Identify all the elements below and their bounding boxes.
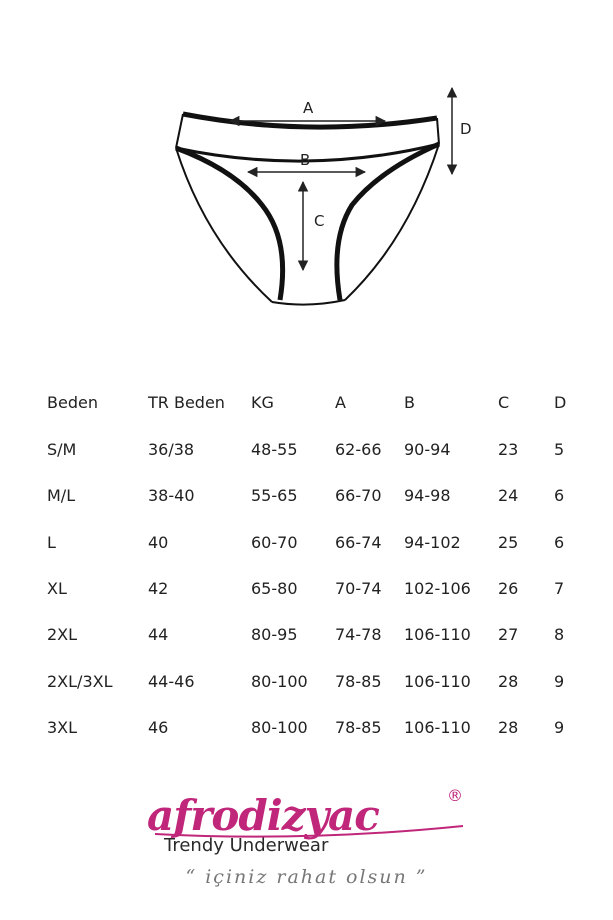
brand-footer xyxy=(0,780,613,920)
registered-mark: ® xyxy=(447,786,463,805)
table-cell: 80-100 xyxy=(251,672,308,691)
label-c: C xyxy=(314,212,325,230)
table-cell: 62-66 xyxy=(335,440,382,459)
header-tr-beden: TR Beden xyxy=(148,393,225,412)
brand-logo xyxy=(145,786,475,840)
table-cell: 9 xyxy=(554,718,565,737)
table-cell: 2XL/3XL xyxy=(47,672,113,691)
table-cell: 6 xyxy=(554,533,565,552)
table-row xyxy=(0,713,613,743)
header-kg: KG xyxy=(251,393,274,412)
table-cell: 2XL xyxy=(47,625,78,644)
table-cell: 25 xyxy=(498,533,519,552)
header-a: A xyxy=(335,393,346,412)
table-cell: 3XL xyxy=(47,718,78,737)
table-cell: 78-85 xyxy=(335,672,382,691)
label-d: D xyxy=(460,120,472,138)
table-cell: S/M xyxy=(47,440,77,459)
brand-slogan: “ içiniz rahat olsun ” xyxy=(185,866,428,888)
table-cell: 70-74 xyxy=(335,579,382,598)
table-cell: 6 xyxy=(554,486,565,505)
table-row xyxy=(0,574,613,604)
header-c: C xyxy=(498,393,510,412)
table-cell: 60-70 xyxy=(251,533,298,552)
table-header-row xyxy=(0,388,613,418)
table-cell: 42 xyxy=(148,579,169,598)
table-cell: 5 xyxy=(554,440,565,459)
table-cell: 27 xyxy=(498,625,519,644)
table-cell: 94-98 xyxy=(404,486,451,505)
table-cell: XL xyxy=(47,579,67,598)
table-row xyxy=(0,667,613,697)
table-cell: 80-95 xyxy=(251,625,298,644)
table-cell: 102-106 xyxy=(404,579,471,598)
table-cell: M/L xyxy=(47,486,76,505)
header-d: D xyxy=(554,393,567,412)
table-cell: 74-78 xyxy=(335,625,382,644)
table-cell: 9 xyxy=(554,672,565,691)
table-cell: L xyxy=(47,533,56,552)
table-cell: 106-110 xyxy=(404,672,471,691)
table-cell: 46 xyxy=(148,718,169,737)
table-cell: 8 xyxy=(554,625,565,644)
table-cell: 94-102 xyxy=(404,533,461,552)
brief-outline xyxy=(176,114,439,305)
header-b: B xyxy=(404,393,415,412)
table-cell: 28 xyxy=(498,672,519,691)
table-cell: 7 xyxy=(554,579,565,598)
table-cell: 36/38 xyxy=(148,440,195,459)
table-cell: 38-40 xyxy=(148,486,195,505)
table-cell: 48-55 xyxy=(251,440,298,459)
table-cell: 44 xyxy=(148,625,169,644)
table-cell: 65-80 xyxy=(251,579,298,598)
table-cell: 44-46 xyxy=(148,672,195,691)
table-cell: 90-94 xyxy=(404,440,451,459)
table-cell: 23 xyxy=(498,440,519,459)
table-cell: 106-110 xyxy=(404,718,471,737)
garment-diagram xyxy=(0,0,613,330)
table-cell: 55-65 xyxy=(251,486,298,505)
table-cell: 26 xyxy=(498,579,519,598)
table-cell: 24 xyxy=(498,486,519,505)
table-cell: 66-70 xyxy=(335,486,382,505)
table-row xyxy=(0,620,613,650)
logo-text: afrodizyac xyxy=(147,791,379,840)
table-row xyxy=(0,528,613,558)
table-row xyxy=(0,435,613,465)
table-cell: 28 xyxy=(498,718,519,737)
header-beden: Beden xyxy=(47,393,98,412)
table-cell: 80-100 xyxy=(251,718,308,737)
label-b: B xyxy=(300,151,311,169)
table-cell: 40 xyxy=(148,533,169,552)
table-cell: 106-110 xyxy=(404,625,471,644)
table-cell: 66-74 xyxy=(335,533,382,552)
label-a: A xyxy=(303,99,314,117)
table-row xyxy=(0,481,613,511)
table-cell: 78-85 xyxy=(335,718,382,737)
brand-subtitle: Trendy Underwear xyxy=(164,835,329,856)
